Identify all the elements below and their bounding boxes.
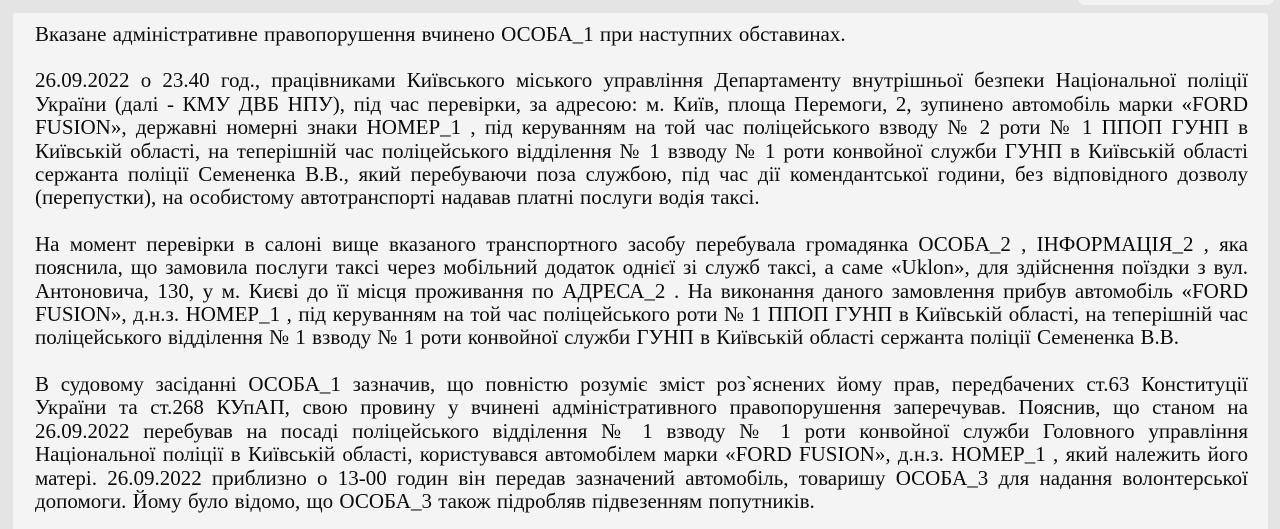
document-paragraph-circumstances: 26.09.2022 о 23.40 год., працівниками Київського міського управління Департаменту внутрішньої безпеки Національної поліції України (далі - КМУ ДВБ НПУ), під час перевірки, за адресою: м. Київ, площа Перемоги, 2, зупинено автомобіль марки «FORD FUSION», державні номерні знаки НОМЕР_1 , під керуванням на той час поліцейського взводу № 2 роти № 1 ППОП ГУНП в Київській області, на теперішній час поліцейського відділення № 1 взводу № 1 роти конвойної служби ГУНП в Київській області сержанта поліції Семененка В.В., який перебуваючи поза службою, під час дії комендантської години, без відповідного дозволу (перепустки), на особистому автотранспорті надавав платні послуги водія таксі.	[35, 68, 1248, 210]
document-panel	[13, 13, 1268, 529]
document-paragraph-intro: Вказане адміністративне правопорушення вчинено ОСОБА_1 при наступних обставинах.	[35, 22, 846, 46]
document-paragraph-passenger: На момент перевірки в салоні вище вказаного транспортного засобу перебувала громадянка ОСОБА_2 , ІНФОРМАЦІЯ_2 , яка пояснила, що замовила послуги таксі через мобільний додаток однієї зі служб таксі, а саме «Uklon», для здійснення поїздки з вул. Антоновича, 130, у м. Києві до її місця проживання по АДРЕСА_2 . На виконання даного замовлення прибув автомобіль «FORD FUSION», д.н.з. НОМЕР_1 , під керуванням на той час поліцейського роти № 1 ППОП ГУНП в Київській області, на теперішній час поліцейського відділення № 1 взводу № 1 роти конвойної служби ГУНП в Київській області сержанта поліції Семененка В.В.	[35, 231, 1248, 350]
document-paragraph-court-statement: В судовому засіданні ОСОБА_1 зазначив, що повністю розуміє зміст роз`яснених йому прав, передбачених ст.63 Конституції України та ст.268 КУпАП, свою провину у вчинені адміністративного правопорушення заперечував. Пояснив, що станом на 26.09.2022 перебував на посаді поліцейського відділення № 1 взводу № 1 роти конвойної служби Головного управління Національної поліції в Київській області, користувався автомобілем марки «FORD FUSION», д.н.з. НОМЕР_1 , який належить його матері. 26.09.2022 приблизно о 13-00 годин він передав зазначений автомобіль, товаришу ОСОБА_3 для надання волонтерської допомоги. Йому було відомо, що ОСОБА_3 також підробляв підвезенням попутників.	[35, 371, 1248, 513]
card-edge-artifact	[1078, 0, 1274, 5]
